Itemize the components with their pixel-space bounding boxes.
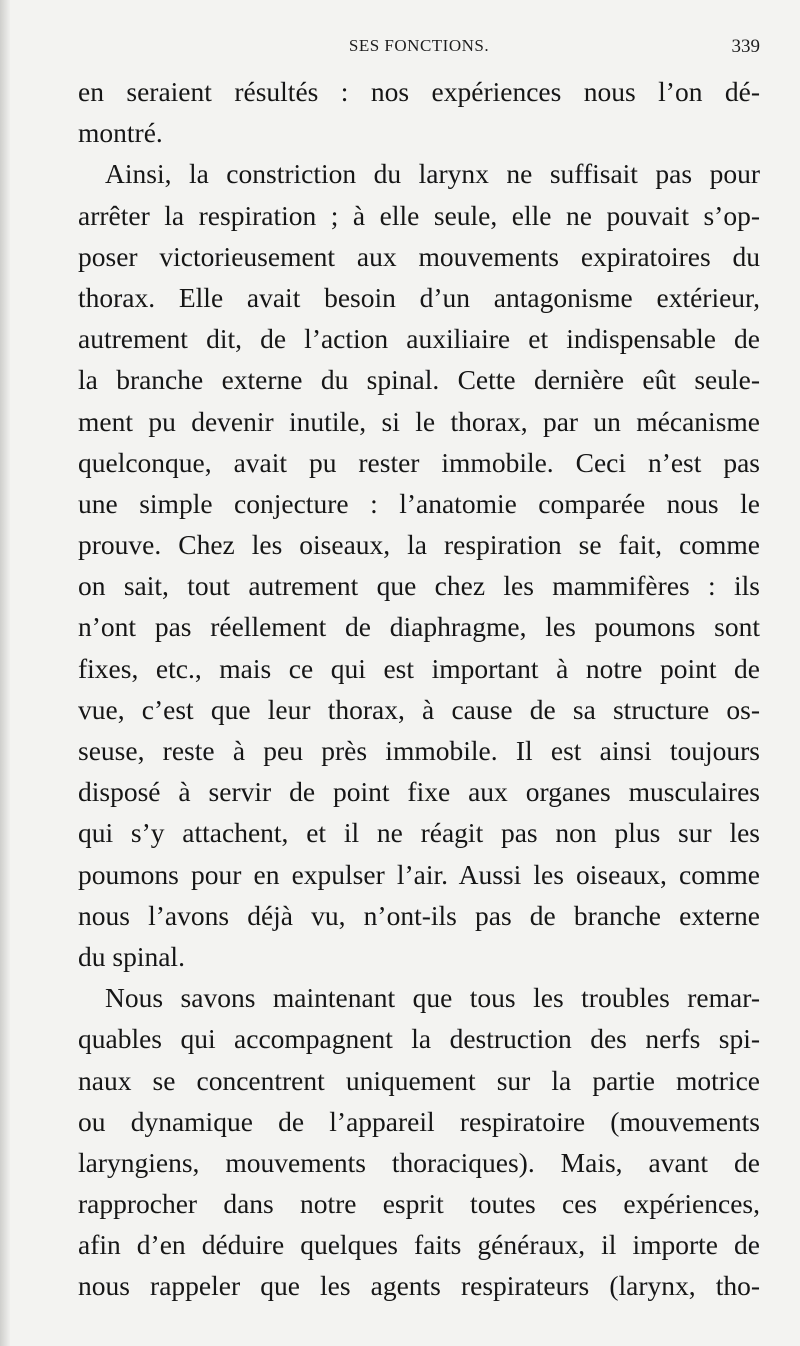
text-line: poumons pour en expulser l’air. Aussi les oiseaux, comme: [78, 858, 760, 890]
text-line: n’ont pas réellement de diaphragme, les poumons sont: [78, 611, 760, 643]
text-line: afin d’en déduire quelques faits généraux, il importe de: [78, 1229, 760, 1261]
text-line: Nous savons maintenant que tous les troubles remar-: [105, 982, 760, 1014]
text-line: arrêter la respiration ; à elle seule, elle ne pouvait s’op-: [78, 199, 760, 231]
text-line: montré.: [78, 117, 163, 149]
text-line: seuse, reste à peu près immobile. Il est ainsi toujours: [78, 735, 760, 766]
text-line: fixes, etc., mais ce qui est important à notre point de: [78, 652, 760, 684]
text-line: ou dynamique de l’appareil respiratoire (mouvements: [78, 1105, 760, 1137]
text-line: une simple conjecture : l’anatomie comparée nous le: [78, 487, 760, 519]
text-line: du spinal.: [78, 940, 185, 972]
text-line: disposé à servir de point fixe aux organes musculaires: [78, 776, 760, 808]
text-line: prouve. Chez les oiseaux, la respiration se fait, comme: [78, 529, 760, 561]
text-line: en seraient résultés : nos expériences nous l’on dé-: [78, 76, 760, 107]
text-line: la branche externe du spinal. Cette dernière eût seule-: [78, 364, 760, 396]
text-line: autrement dit, de l’action auxiliaire et indispensable de: [78, 323, 760, 355]
text-line: thorax. Elle avait besoin d’un antagonisme extérieur,: [78, 281, 760, 313]
text-line: Ainsi, la constriction du larynx ne suffisait pas pour: [105, 158, 760, 190]
text-line: poser victorieusement aux mouvements expiratoires du: [78, 240, 760, 272]
text-line: ment pu devenir inutile, si le thorax, par un mécanisme: [78, 405, 760, 437]
text-line: quables qui accompagnent la destruction des nerfs spi-: [78, 1023, 760, 1055]
text-line: qui s’y attachent, et il ne réagit pas non plus sur les: [78, 817, 760, 849]
text-line: naux se concentrent uniquement sur la partie motrice: [78, 1064, 760, 1096]
text-line: vue, c’est que leur thorax, à cause de sa structure os-: [78, 693, 760, 725]
text-line: rapprocher dans notre esprit toutes ces expériences,: [78, 1188, 760, 1220]
page-edge-shadow: [0, 0, 10, 1346]
page-header: [78, 34, 760, 60]
text-line: on sait, tout autrement que chez les mammifères : ils: [78, 570, 760, 602]
body-text: [78, 71, 760, 1307]
running-title: SES FONCTIONS.: [348, 36, 490, 55]
text-line: nous l’avons déjà vu, n’ont-ils pas de branche externe: [78, 899, 760, 931]
page-number: 339: [731, 36, 760, 57]
text-line: nous rappeler que les agents respirateurs (larynx, tho-: [78, 1270, 760, 1302]
text-line: quelconque, avait pu rester immobile. Ceci n’est pas: [78, 446, 760, 478]
text-line: laryngiens, mouvements thoraciques). Mais, avant de: [78, 1146, 760, 1178]
